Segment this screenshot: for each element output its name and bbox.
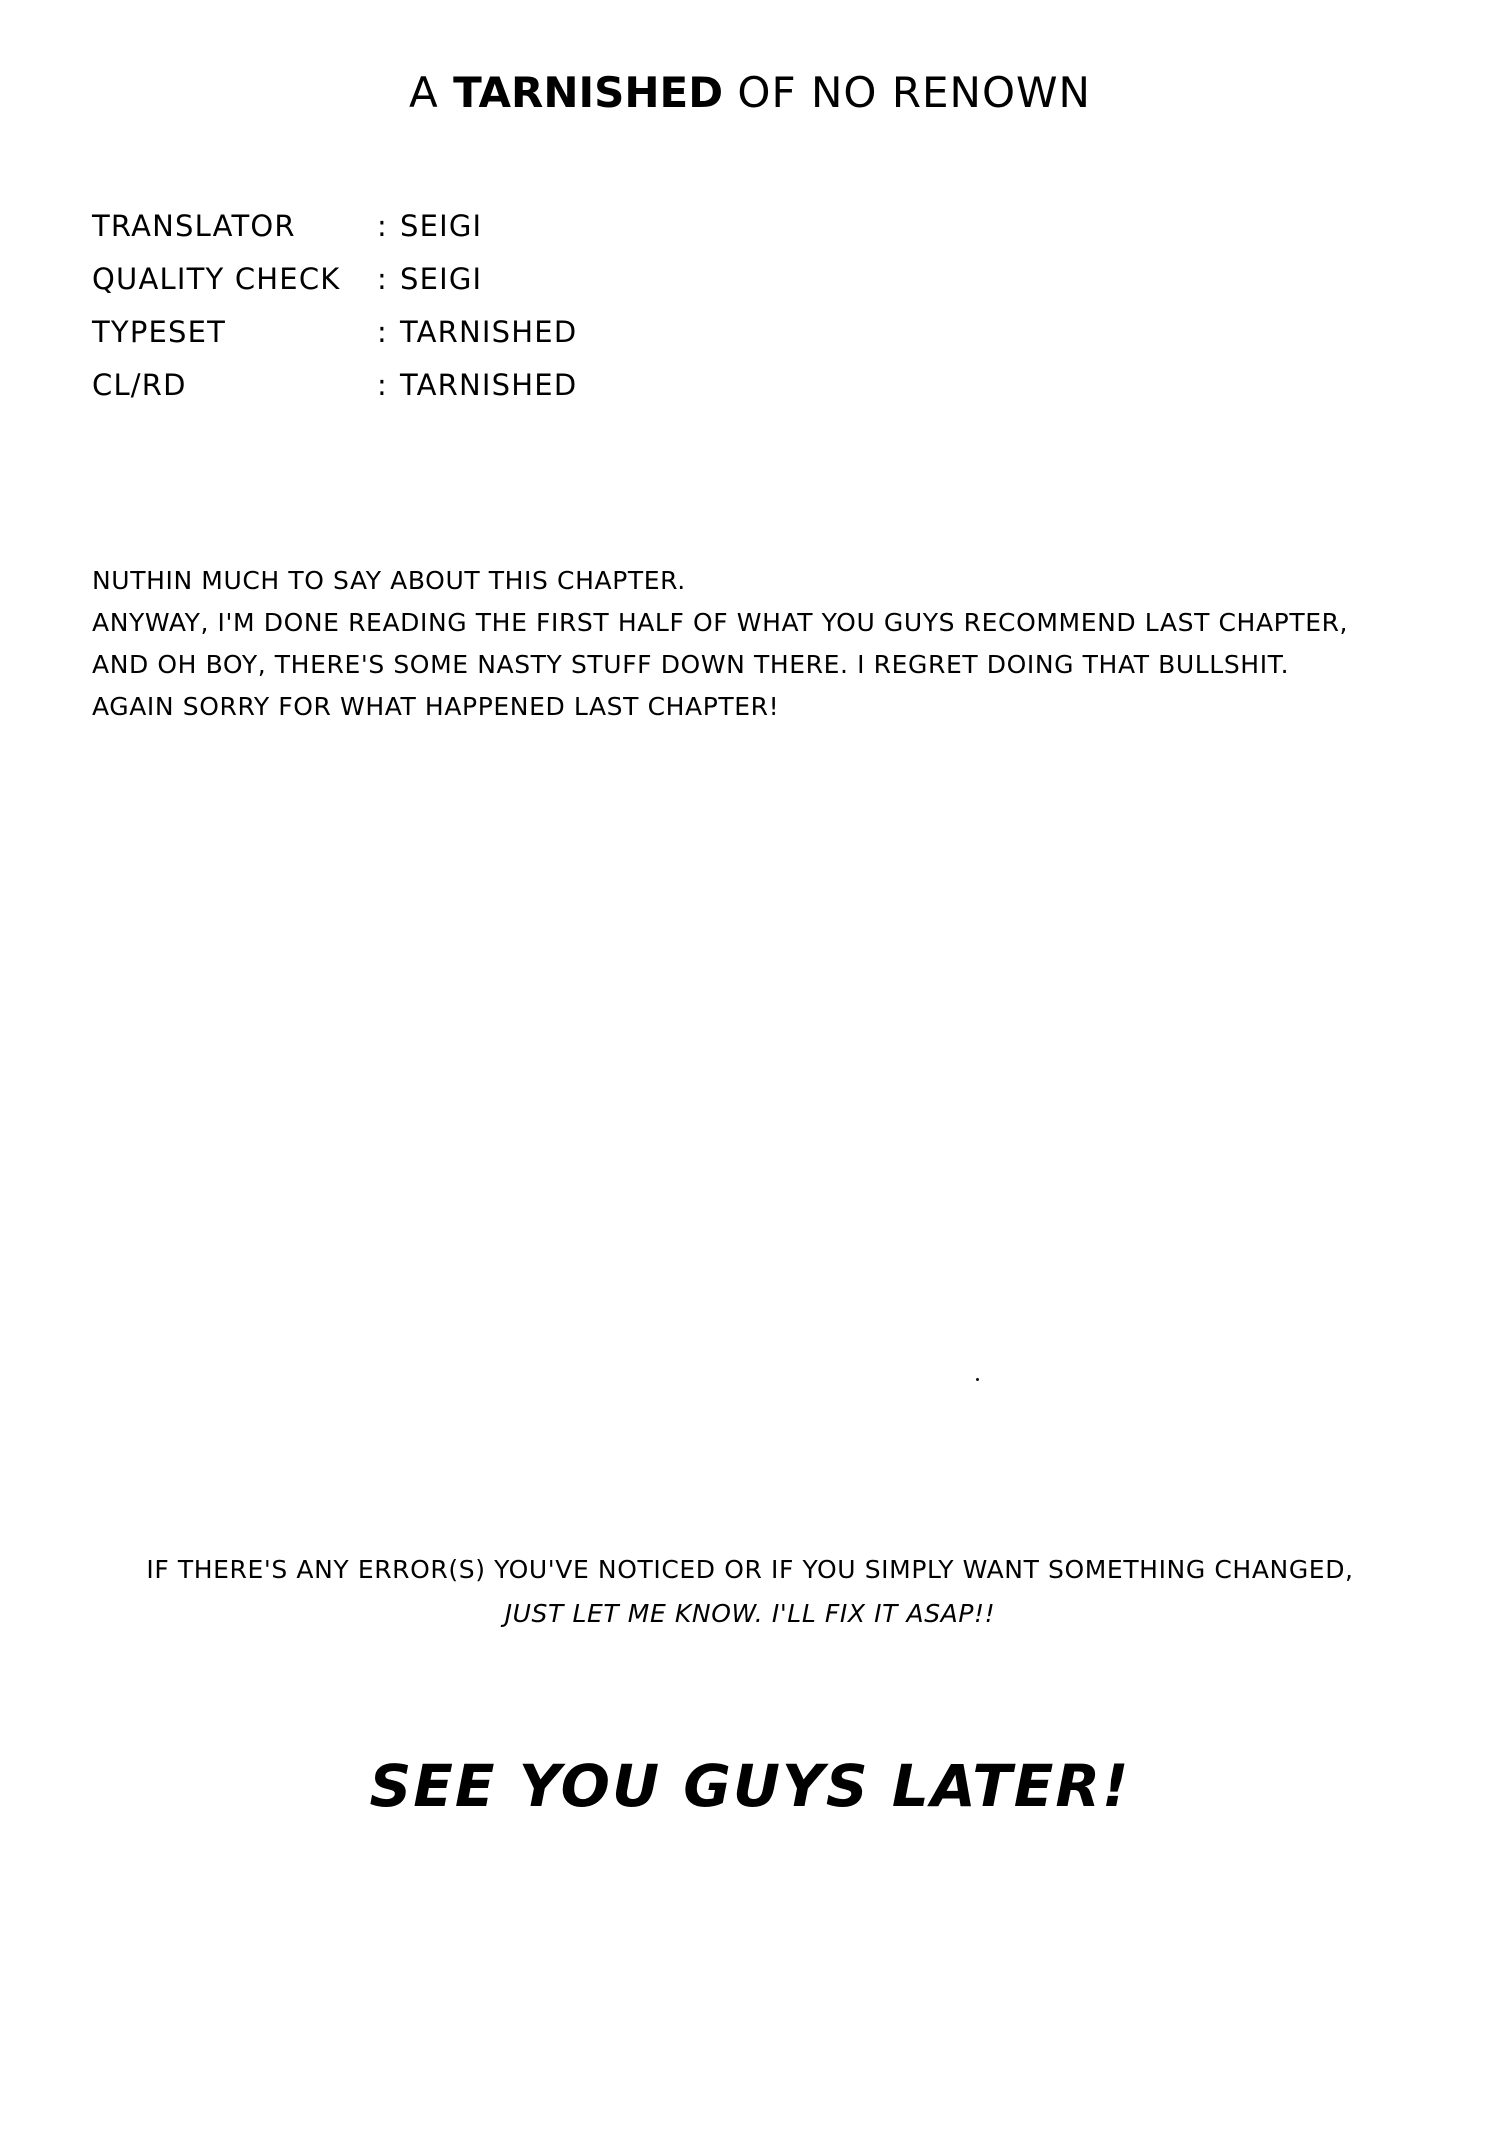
page-title	[0, 68, 1500, 117]
credit-role-label: TRANSLATOR	[92, 209, 296, 243]
note-line: ANYWAY, I'M DONE READING THE FIRST HALF OF WHAT YOU GUYS RECOMMEND LAST CHAPTER,	[92, 608, 1349, 637]
translator-notes	[92, 560, 1422, 728]
footer-note-line: IF THERE'S ANY ERROR(S) YOU'VE NOTICED OR IF YOU SIMPLY WANT SOMETHING CHANGED,	[146, 1555, 1354, 1584]
credit-value: SEIGI	[399, 262, 483, 296]
credit-row	[92, 253, 577, 306]
credit-separator: :	[377, 368, 388, 402]
credits-list	[92, 200, 577, 412]
page-speck	[976, 1378, 979, 1381]
note-line: AGAIN SORRY FOR WHAT HAPPENED LAST CHAPTER!	[92, 692, 780, 721]
title-part-tarnished: TARNISHED	[453, 68, 724, 117]
credit-separator: :	[377, 209, 388, 243]
footer-note-line: JUST LET ME KNOW. I'LL FIX IT ASAP!!	[504, 1599, 996, 1628]
error-report-note	[0, 1548, 1500, 1636]
credit-separator: :	[377, 262, 388, 296]
title-part-rest: OF NO RENOWN	[723, 68, 1091, 117]
credit-row	[92, 359, 577, 412]
credit-value: TARNISHED	[399, 315, 578, 349]
note-line: NUTHIN MUCH TO SAY ABOUT THIS CHAPTER.	[92, 566, 686, 595]
credit-row	[92, 200, 577, 253]
credit-role-label: TYPESET	[92, 315, 227, 349]
credit-separator: :	[377, 315, 388, 349]
credit-role-label: CL/RD	[92, 368, 187, 402]
credit-role-label: QUALITY CHECK	[92, 262, 341, 296]
credit-value: SEIGI	[399, 209, 483, 243]
note-line: AND OH BOY, THERE'S SOME NASTY STUFF DOWN THERE. I REGRET DOING THAT BULLSHIT.	[92, 650, 1290, 679]
signoff-text: SEE YOU GUYS LATER!	[369, 1752, 1131, 1820]
credit-value: TARNISHED	[399, 368, 578, 402]
title-part-a: A	[409, 68, 454, 117]
credit-row	[92, 306, 577, 359]
